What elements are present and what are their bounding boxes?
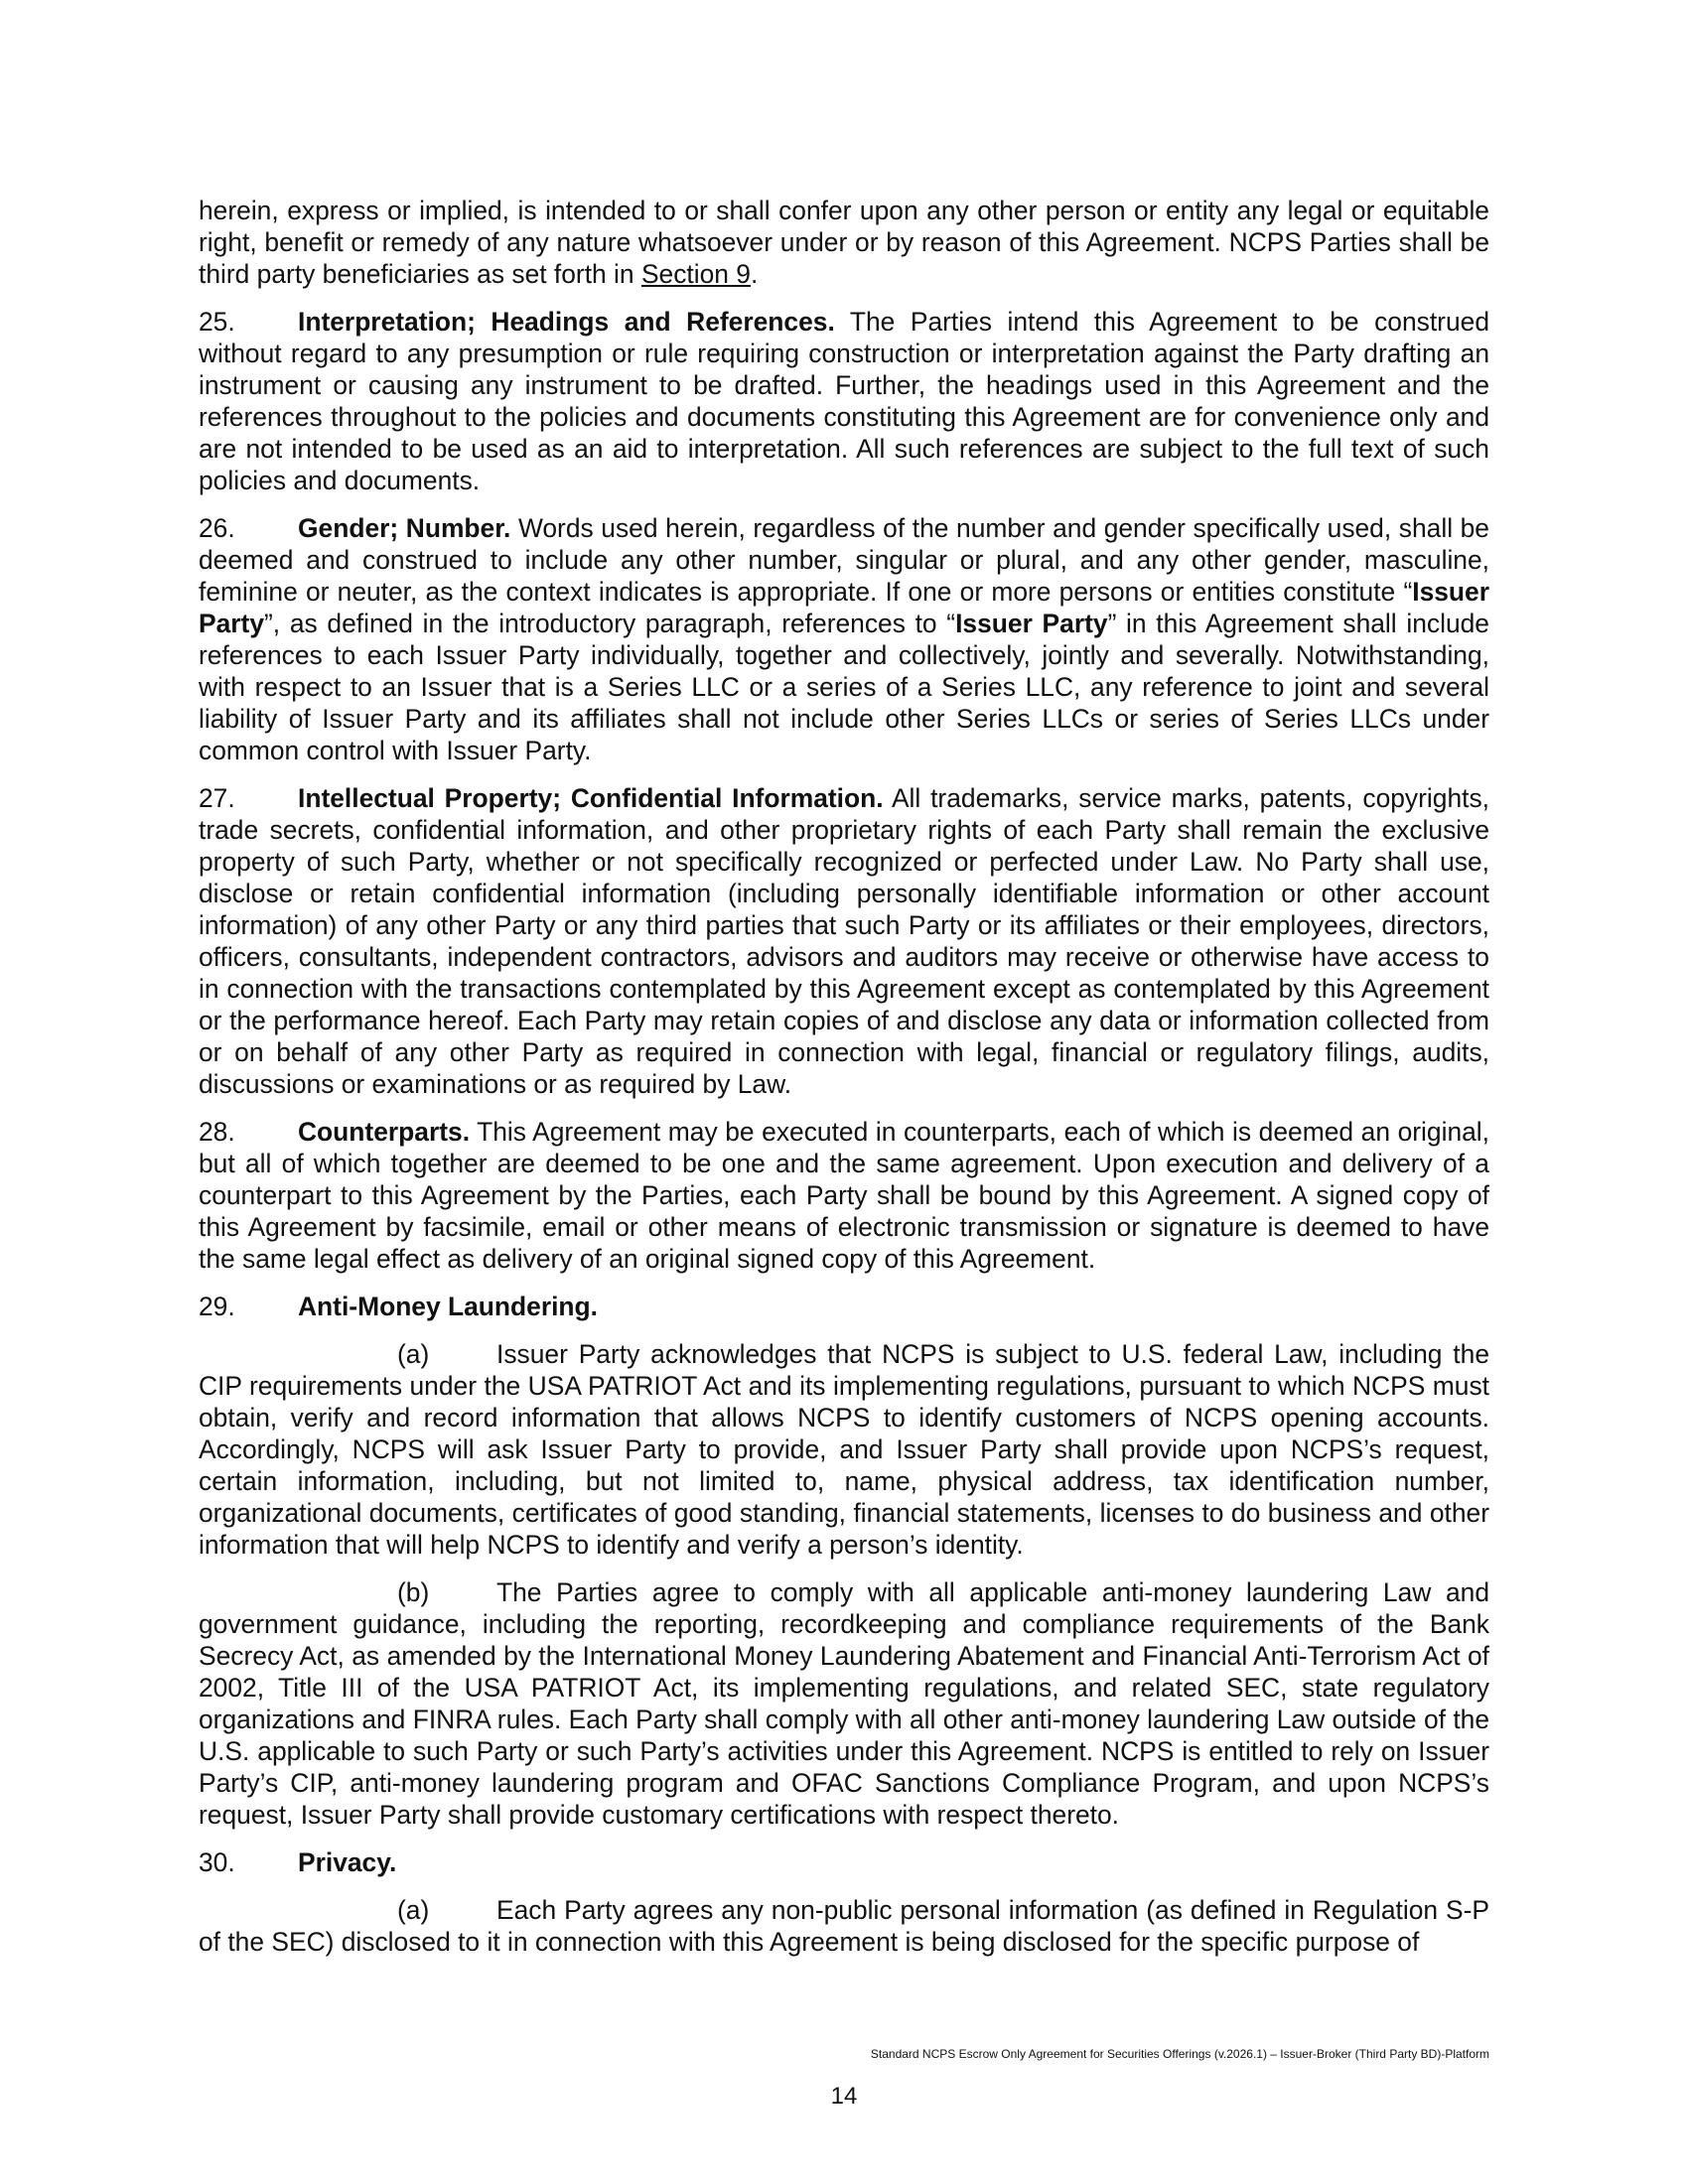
subsection-body: The Parties agree to comply with all applicable anti-money laundering Law and government guidance, including the reporting, recordkeeping and compliance requirements of the Bank Secrecy Act, as amended by the International Money Laundering Abatement and Financial Anti-Terrorism Act of 2002, Title III of the USA PATRIOT Act, its implementing regulations, and related SEC, state regulatory organizations and FINRA rules. Each Party shall comply with all other anti-money laundering Law outside of the U.S. applicable to such Party or such Party’s activities under this Agreement. NCPS is entitled to rely on Issuer Party’s CIP, anti-money laundering program and OFAC Sanctions Compliance Program, and upon NCPS’s request, Issuer Party shall provide customary certifications with respect thereto. xyxy=(199,1577,1489,1830)
subsection-letter: (b) xyxy=(397,1577,430,1607)
document-body xyxy=(199,195,1489,1974)
subsection-letter: (a) xyxy=(397,1895,430,1925)
subsection-letter: (a) xyxy=(397,1339,430,1369)
section-29-heading xyxy=(199,1291,1489,1322)
section-heading: Intellectual Property; Confidential Information. xyxy=(298,783,884,813)
page-number: 14 xyxy=(830,2083,858,2110)
section-9-reference: Section 9 xyxy=(640,259,751,289)
section-number: 30. xyxy=(199,1847,235,1877)
section-heading: Anti-Money Laundering. xyxy=(298,1292,599,1321)
subsection-body: Issuer Party acknowledges that NCPS is subject to U.S. federal Law, including the CIP requirements under the USA PATRIOT Act and its implementing regulations, pursuant to which NCPS must obtain, verify and record information that allows NCPS to identify customers of NCPS opening accounts. Accordingly, NCPS will ask Issuer Party to provide, and Issuer Party shall provide upon NCPS’s request, certain information, including, but not limited to, name, physical address, tax identification number, organizational documents, certificates of good standing, financial statements, licenses to do business and other information that will help NCPS to identify and verify a person’s identity. xyxy=(199,1339,1489,1560)
section-heading: Interpretation; Headings and References. xyxy=(298,307,835,337)
section-29-a xyxy=(199,1338,1489,1561)
subsection-body: Each Party agrees any non-public personal information (as defined in Regulation S-P of the SEC) disclosed to it in connection with this Agreement is being disclosed for the specific purpose of xyxy=(199,1895,1489,1957)
section-body: The Parties intend this Agreement to be construed without regard to any presumption or rule requiring construction or interpretation against the Party drafting an instrument or causing any instrument to be drafted. Further, the headings used in this Agreement and the references throughout to the policies and documents constituting this Agreement are for convenience only and are not intended to be used as an aid to interpretation. All such references are subject to the full text of such policies and documents. xyxy=(199,307,1490,495)
section-number: 29. xyxy=(199,1292,235,1321)
section-28 xyxy=(199,1116,1489,1275)
section-body: All trademarks, service marks, patents, copyrights, trade secrets, confidential information, and other proprietary rights of each Party shall remain the exclusive property of such Party, whether or not specifically recognized or perfected under Law. No Party shall use, disclose or retain confidential information (including personally identifiable information or other account information) of any other Party or any third parties that such Party or its affiliates or their employees, directors, officers, consultants, independent contractors, advisors and auditors may receive or otherwise have access to in connection with the transactions contemplated by this Agreement except as contemplated by this Agreement or the performance hereof. Each Party may retain copies of and disclose any data or information collected from or on behalf of any other Party as required in connection with legal, financial or regulatory filings, audits, discussions or examinations or as required by Law. xyxy=(199,783,1489,1099)
section-number: 25. xyxy=(199,307,235,337)
section-heading: Privacy. xyxy=(298,1847,397,1877)
section-25 xyxy=(199,306,1489,496)
section-number: 27. xyxy=(199,783,235,813)
section-number: 28. xyxy=(199,1117,235,1147)
section-30-heading xyxy=(199,1846,1489,1878)
section-27 xyxy=(199,782,1489,1100)
section-30-a xyxy=(199,1894,1489,1958)
section-number: 26. xyxy=(199,513,235,543)
section-body: This Agreement may be executed in counterparts, each of which is deemed an original, but all of which together are deemed to be one and the same agreement. Upon execution and delivery of a counterpart to this Agreement by the Parties, each Party shall be bound by this Agreement. A signed copy of this Agreement by facsimile, email or other means of electronic transmission or signature is deemed to have the same legal effect as delivery of an original signed copy of this Agreement. xyxy=(199,1117,1489,1274)
footer-document-title: Standard NCPS Escrow Only Agreement for Securities Offerings (v.2026.1) – Issuer-Broker (Third Party BD)-Platform xyxy=(870,2047,1489,2061)
defined-term: Issuer Party xyxy=(955,609,1108,638)
section-heading: Counterparts. xyxy=(298,1117,471,1147)
defined-term: Issuer Party xyxy=(199,577,1489,638)
section-26: 26. Gender; Number. Words used herein, regardless of the number and gender specifically used, shall be deemed and construed to include any other number, singular or plural, and any other gender, masculine, feminine or neuter, as the context indicates is appropriate. If one or more persons or entities constitute “Issuer Party”, as defined in the introductory paragraph, references to “Issuer Party” in this Agreement shall include references to each Issuer Party individually, together and collectively, jointly and severally. Notwithstanding, with respect to an Issuer that is a Series LLC or a series of a Series LLC, any reference to joint and several liability of Issuer Party and its affiliates shall not include other Series LLCs or series of Series LLCs under common control with Issuer Party. xyxy=(199,513,1489,765)
section-heading: Gender; Number. xyxy=(298,513,511,543)
continuation-paragraph: herein, express or implied, is intended to or shall confer upon any other person or entity any legal or equitable right, benefit or remedy of any nature whatsoever under or by reason of this Agreement. NCPS Parties shall be third party beneficiaries as set forth in Section 9. xyxy=(199,196,1489,289)
section-29-b xyxy=(199,1576,1489,1831)
